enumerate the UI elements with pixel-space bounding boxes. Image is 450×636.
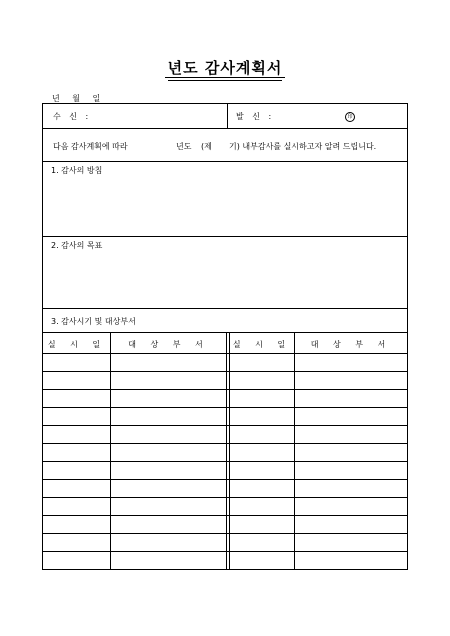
table-row [43,443,407,444]
table-row [43,551,407,552]
section-1-heading: 1. 감사의 방침 [51,166,103,175]
divider [43,128,407,129]
table-row [43,533,407,534]
intro-year: 년도 [176,142,192,151]
col-header-date-left: 실 시 일 [47,340,107,349]
col-header-dept-left: 대 상 부 서 [128,340,209,349]
table-row [43,461,407,462]
seal-mark: 印 [345,112,355,122]
table-row [43,425,407,426]
intro-prefix: 다음 감사계획에 따라 [53,142,128,151]
table-row [43,353,407,354]
table-row [43,389,407,390]
divider [43,161,407,162]
recipient-label: 수 신 : [53,112,92,121]
document-title-text: 년도 감사계획서 [165,57,286,78]
date-line: 년 월 일 [52,94,106,103]
seal-mark-icon [345,112,355,122]
table-row [43,371,407,372]
col-header-dept-right: 대 상 부 서 [310,340,392,349]
divider [227,104,228,128]
section-3-heading: 3. 감사시기 및 대상부서 [51,317,136,326]
sender-label: 발 신 : [236,112,275,121]
form-table [42,103,408,570]
table-row [43,497,407,498]
intro-round: (제 [201,142,212,151]
divider [43,236,407,237]
table-row [43,515,407,516]
table-row [43,479,407,480]
divider [43,332,407,333]
col-header-date-right: 실 시 일 [232,340,292,349]
divider [43,308,407,309]
document-title [0,57,450,78]
table-row [43,407,407,408]
intro-suffix: 기) 내부감사를 실시하고자 알려 드립니다. [229,142,377,151]
section-2-heading: 2. 감사의 목표 [51,241,103,250]
